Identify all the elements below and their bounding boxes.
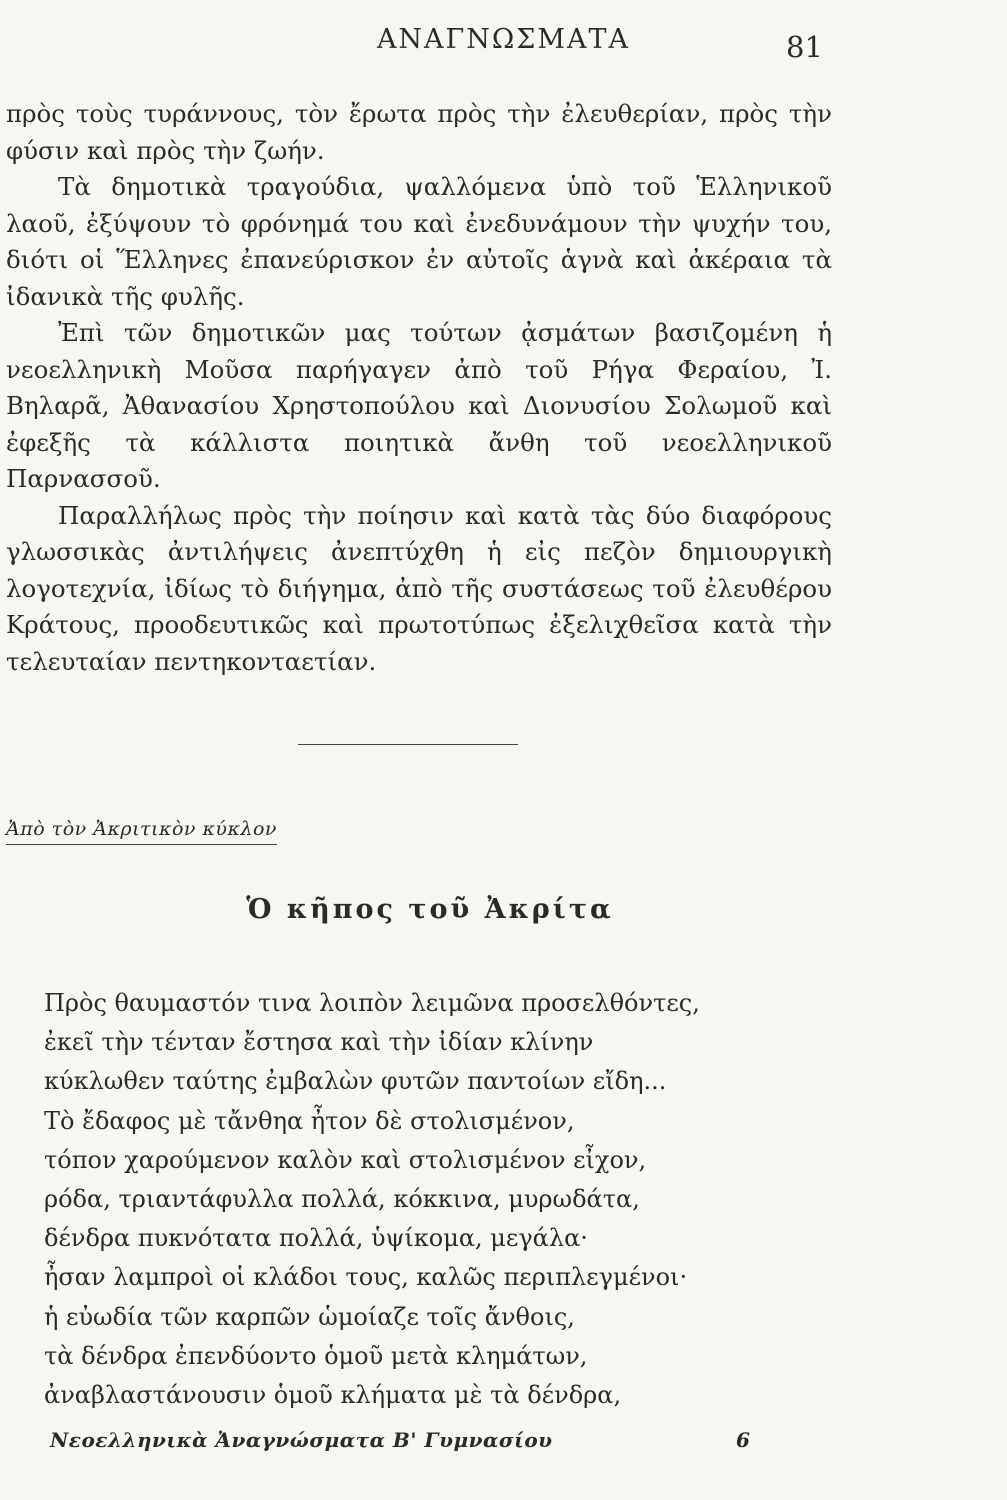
poem-line: Τὸ ἔδαφος μὲ τἄνθηα ἦτον δὲ στολισμένον, bbox=[44, 1106, 575, 1135]
poem-line: δένδρα πυκνότατα πολλά, ὑψίκομα, μεγάλα· bbox=[44, 1224, 588, 1253]
page-number: 81 bbox=[786, 30, 823, 64]
source-label: Ἀπὸ τὸν Ἀκριτικὸν κύκλον bbox=[6, 818, 277, 845]
poem-line: κύκλωθεν ταύτης ἐμβαλὼν φυτῶν παντοίων εἴδη... bbox=[44, 1067, 667, 1096]
prose-section bbox=[6, 96, 832, 680]
paragraph: Ἐπὶ τῶν δημοτικῶν μας τούτων ᾀσμάτων βασιζομένη ἡ νεοελληνικὴ Μοῦσα παρήγαγεν ἀπὸ τοῦ Ρήγα Φεραίου, Ἰ. Βηλαρᾶ, Ἀθανασίου Χρηστοπούλου καὶ Διονυσίου Σολωμοῦ καὶ ἐφεξῆς τὰ κάλλιστα ποιητικὰ ἄνθη τοῦ νεοελληνικοῦ Παρνασσοῦ. bbox=[6, 318, 832, 493]
poem-line: ἐκεῖ τὴν τένταν ἔστησα καὶ τὴν ἰδίαν κλίνην bbox=[44, 1028, 594, 1057]
poem-line: ρόδα, τριαντάφυλλα πολλά, κόκκινα, μυρωδάτα, bbox=[44, 1185, 640, 1214]
poem-line: Πρὸς θαυμαστόν τινα λοιπὸν λειμῶνα προσελθόντες, bbox=[44, 989, 700, 1017]
poem-line: ἡ εὐωδία τῶν καρπῶν ὡμοίαζε τοῖς ἄνθοις, bbox=[44, 1302, 575, 1331]
poem-line: τόπον χαρούμενον καλὸν καὶ στολισμένον εἶχον, bbox=[44, 1145, 647, 1174]
section-divider bbox=[298, 744, 518, 745]
paragraph: πρὸς τοὺς τυράννους, τὸν ἔρωτα πρὸς τὴν ἐλευθερίαν, πρὸς τὴν φύσιν καὶ πρὸς τὴν ζωήν. bbox=[6, 99, 832, 165]
running-title: ΑΝΑΓΝΩΣΜΑΤΑ bbox=[376, 24, 631, 55]
poem-title: Ὁ κῆπος τοῦ Ἀκρίτα bbox=[246, 894, 614, 925]
paragraph: Παραλλήλως πρὸς τὴν ποίησιν καὶ κατὰ τὰς δύο διαφόρους γλωσσικὰς ἀντιλήψεις ἀνεπτύχθη ἡ εἰς πεζὸν δημιουργικὴ λογοτεχνία, ἰδίως τὸ διήγημα, ἀπὸ τῆς συστάσεως τοῦ ἐλευθέρου Κράτους, προοδευτικῶς καὶ πρωτοτύπως ἐξελιχθεῖσα κατὰ τὴν τελευταίαν πεντηκονταετίαν. bbox=[6, 500, 832, 676]
footer-signature-mark: 6 bbox=[736, 1428, 750, 1452]
poem-body bbox=[44, 984, 824, 1415]
poem-line: τὰ δένδρα ἐπενδύοντο ὁμοῦ μετὰ κλημάτων, bbox=[44, 1341, 588, 1370]
footer-book-title: Νεοελληνικὰ Ἀναγνώσματα Β' Γυμνασίου bbox=[50, 1428, 553, 1452]
paragraph: Τὰ δημοτικὰ τραγούδια, ψαλλόμενα ὑπὸ τοῦ Ἑλληνικοῦ λαοῦ, ἐξύψουν τὸ φρόνημά του καὶ ἐνεδυνάμουν τὴν ψυχήν του, διότι οἱ Ἕλληνες ἐπανεύρισκον ἐν αὐτοῖς ἁγνὰ καὶ ἀκέραια τὰ ἰδανικὰ τῆς φυλῆς. bbox=[6, 172, 832, 311]
poem-line: ἀναβλαστάνουσιν ὁμοῦ κλήματα μὲ τὰ δένδρα, bbox=[44, 1381, 622, 1410]
poem-line: ἦσαν λαμπροὶ οἱ κλάδοι τους, καλῶς περιπλεγμένοι· bbox=[44, 1263, 688, 1292]
